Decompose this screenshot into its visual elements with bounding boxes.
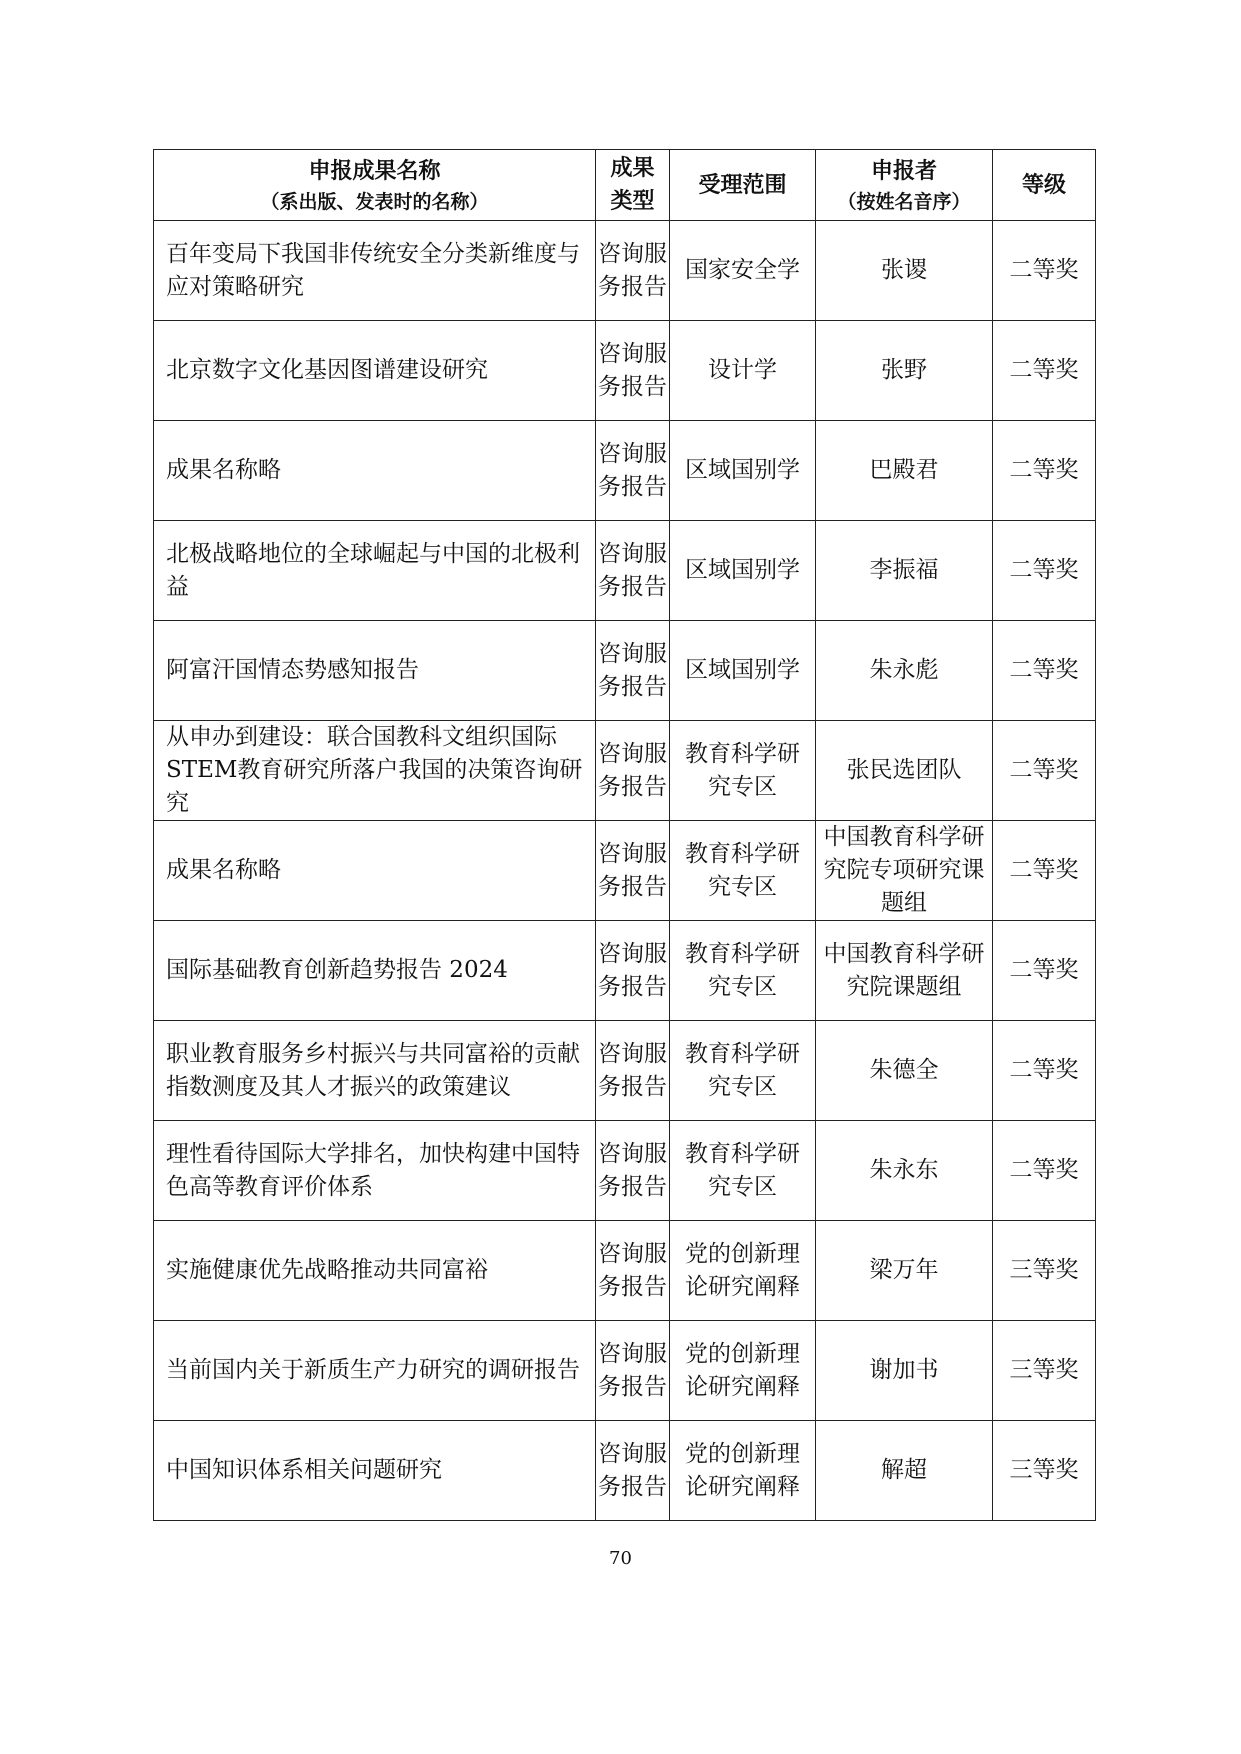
cell-type: 咨询服务报告 xyxy=(596,721,670,821)
cell-grade: 三等奖 xyxy=(993,1221,1096,1321)
header-grade: 等级 xyxy=(993,150,1096,221)
cell-scope: 教育科学研究专区 xyxy=(670,721,816,821)
table-row xyxy=(154,621,1096,721)
cell-grade: 二等奖 xyxy=(993,921,1096,1021)
cell-scope: 国家安全学 xyxy=(670,221,816,321)
table-row xyxy=(154,821,1096,921)
table-body xyxy=(154,221,1096,1521)
cell-type: 咨询服务报告 xyxy=(596,621,670,721)
cell-type: 咨询服务报告 xyxy=(596,421,670,521)
cell-scope: 教育科学研究专区 xyxy=(670,921,816,1021)
header-title xyxy=(154,150,596,221)
header-applicant-note: （按姓名音序） xyxy=(837,190,971,213)
cell-grade: 二等奖 xyxy=(993,1121,1096,1221)
cell-grade: 二等奖 xyxy=(993,521,1096,621)
table-row xyxy=(154,1121,1096,1221)
cell-grade: 二等奖 xyxy=(993,821,1096,921)
awards-table xyxy=(153,149,1096,1521)
header-applicant xyxy=(816,150,993,221)
cell-applicant: 中国教育科学研究院专项研究课题组 xyxy=(816,821,993,921)
cell-title: 国际基础教育创新趋势报告 2024 xyxy=(154,921,596,1021)
cell-scope: 党的创新理论研究阐释 xyxy=(670,1421,816,1521)
cell-type: 咨询服务报告 xyxy=(596,521,670,621)
cell-applicant: 张野 xyxy=(816,321,993,421)
cell-type: 咨询服务报告 xyxy=(596,1421,670,1521)
cell-scope: 区域国别学 xyxy=(670,621,816,721)
header-scope: 受理范围 xyxy=(670,150,816,221)
cell-scope: 党的创新理论研究阐释 xyxy=(670,1321,816,1421)
table-row xyxy=(154,1321,1096,1421)
header-applicant-label: 申报者 xyxy=(870,158,937,184)
table-row xyxy=(154,321,1096,421)
cell-title: 百年变局下我国非传统安全分类新维度与应对策略研究 xyxy=(154,221,596,321)
table-row xyxy=(154,1221,1096,1321)
cell-type: 咨询服务报告 xyxy=(596,1221,670,1321)
cell-scope: 教育科学研究专区 xyxy=(670,1021,816,1121)
cell-applicant: 巴殿君 xyxy=(816,421,993,521)
cell-grade: 二等奖 xyxy=(993,621,1096,721)
cell-grade: 二等奖 xyxy=(993,421,1096,521)
cell-scope: 党的创新理论研究阐释 xyxy=(670,1221,816,1321)
cell-title: 职业教育服务乡村振兴与共同富裕的贡献指数测度及其人才振兴的政策建议 xyxy=(154,1021,596,1121)
cell-title: 成果名称略 xyxy=(154,421,596,521)
cell-scope: 区域国别学 xyxy=(670,521,816,621)
cell-type: 咨询服务报告 xyxy=(596,321,670,421)
cell-type: 咨询服务报告 xyxy=(596,1021,670,1121)
cell-type: 咨询服务报告 xyxy=(596,1121,670,1221)
cell-applicant: 梁万年 xyxy=(816,1221,993,1321)
cell-title: 北极战略地位的全球崛起与中国的北极利益 xyxy=(154,521,596,621)
table-row xyxy=(154,1021,1096,1121)
cell-applicant: 朱永彪 xyxy=(816,621,993,721)
table-row xyxy=(154,1421,1096,1521)
cell-type: 咨询服务报告 xyxy=(596,821,670,921)
cell-applicant: 解超 xyxy=(816,1421,993,1521)
table-row xyxy=(154,521,1096,621)
table-row xyxy=(154,921,1096,1021)
cell-type: 咨询服务报告 xyxy=(596,221,670,321)
cell-applicant: 谢加书 xyxy=(816,1321,993,1421)
cell-grade: 三等奖 xyxy=(993,1421,1096,1521)
cell-applicant: 朱永东 xyxy=(816,1121,993,1221)
cell-applicant: 张民选团队 xyxy=(816,721,993,821)
cell-grade: 二等奖 xyxy=(993,321,1096,421)
cell-type: 咨询服务报告 xyxy=(596,1321,670,1421)
cell-grade: 三等奖 xyxy=(993,1321,1096,1421)
cell-applicant: 李振福 xyxy=(816,521,993,621)
cell-grade: 二等奖 xyxy=(993,221,1096,321)
cell-applicant: 朱德全 xyxy=(816,1021,993,1121)
cell-applicant: 张谡 xyxy=(816,221,993,321)
cell-scope: 教育科学研究专区 xyxy=(670,821,816,921)
table-row xyxy=(154,421,1096,521)
cell-scope: 区域国别学 xyxy=(670,421,816,521)
cell-title: 成果名称略 xyxy=(154,821,596,921)
table-header-row xyxy=(154,150,1096,221)
header-title-label: 申报成果名称 xyxy=(308,158,441,184)
cell-title: 阿富汗国情态势感知报告 xyxy=(154,621,596,721)
table-row xyxy=(154,721,1096,821)
cell-title: 理性看待国际大学排名，加快构建中国特色高等教育评价体系 xyxy=(154,1121,596,1221)
cell-grade: 二等奖 xyxy=(993,721,1096,821)
cell-grade: 二等奖 xyxy=(993,1021,1096,1121)
cell-scope: 设计学 xyxy=(670,321,816,421)
page-number: 70 xyxy=(609,1548,632,1569)
cell-title: 中国知识体系相关问题研究 xyxy=(154,1421,596,1521)
cell-title: 实施健康优先战略推动共同富裕 xyxy=(154,1221,596,1321)
header-title-note: （系出版、发表时的名称） xyxy=(260,190,489,213)
cell-type: 咨询服务报告 xyxy=(596,921,670,1021)
cell-title: 从申办到建设：联合国教科文组织国际STEM教育研究所落户我国的决策咨询研究 xyxy=(154,721,596,821)
cell-applicant: 中国教育科学研究院课题组 xyxy=(816,921,993,1021)
cell-title: 当前国内关于新质生产力研究的调研报告 xyxy=(154,1321,596,1421)
cell-scope: 教育科学研究专区 xyxy=(670,1121,816,1221)
header-type: 成果类型 xyxy=(596,150,670,221)
cell-title: 北京数字文化基因图谱建设研究 xyxy=(154,321,596,421)
table-row xyxy=(154,221,1096,321)
